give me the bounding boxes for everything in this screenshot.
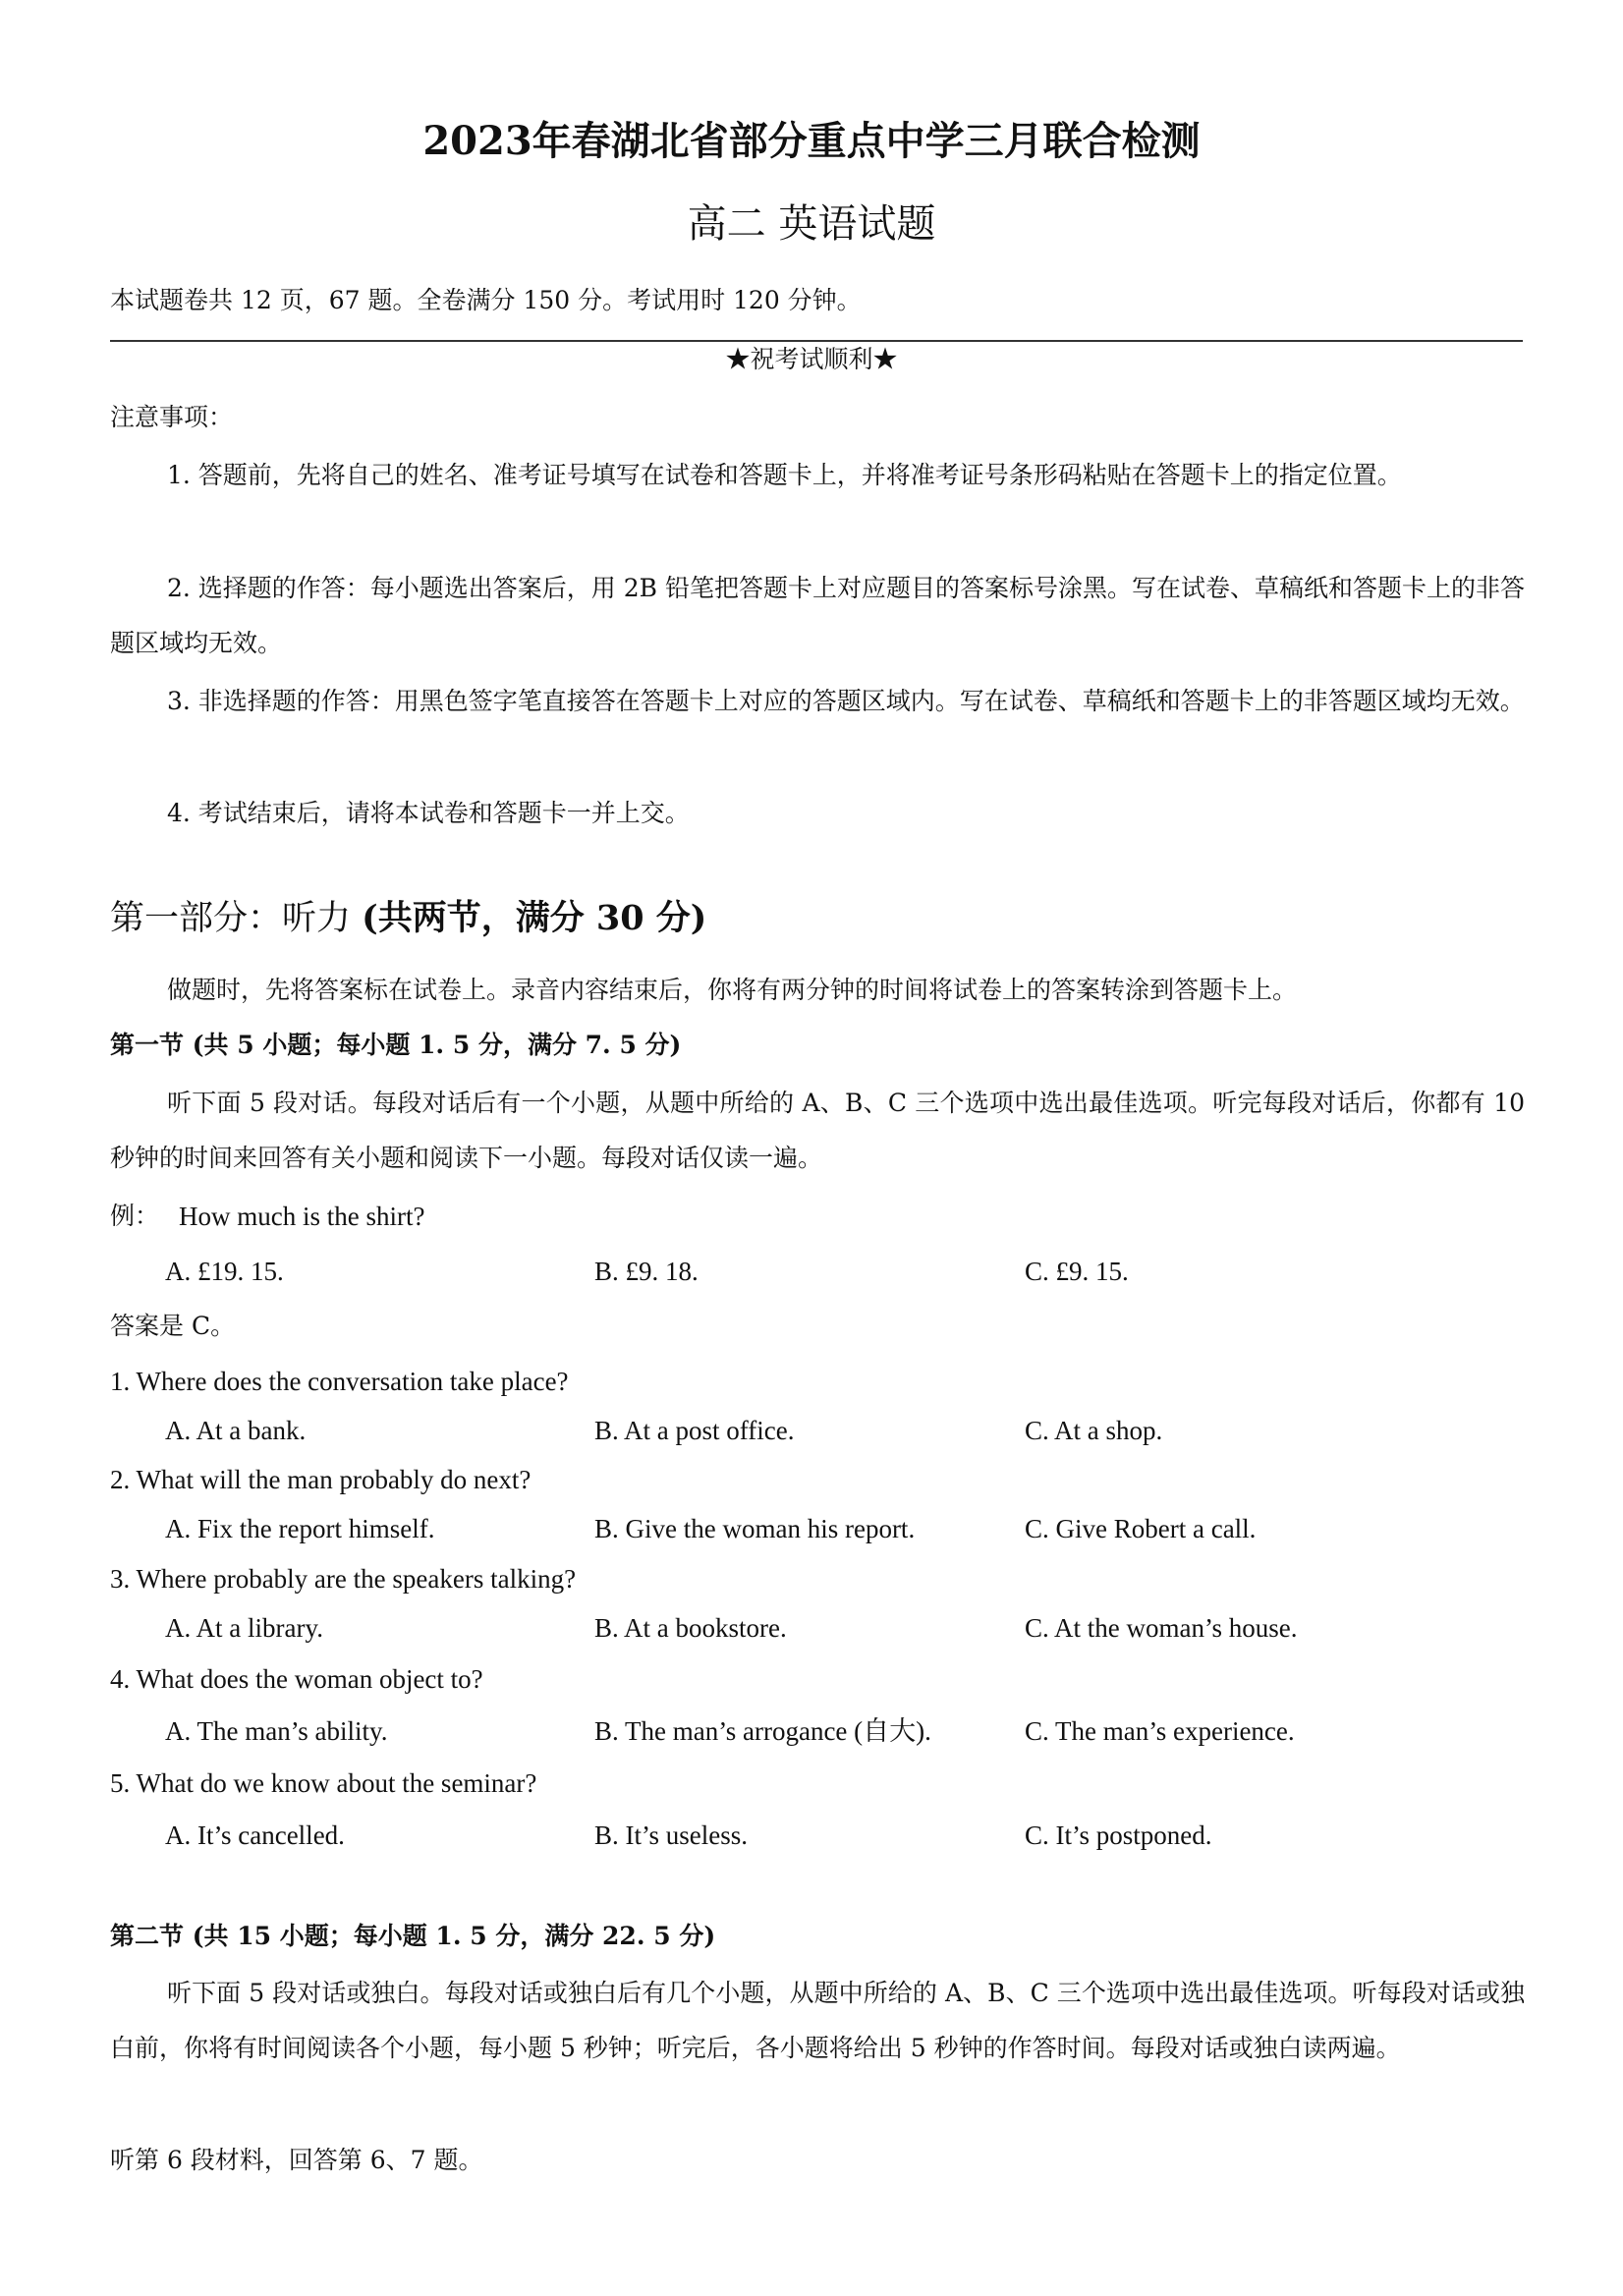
question-4-option-c: C. The man’s experience. <box>1025 1716 1295 1746</box>
question-3-option-c: C. At the woman’s house. <box>1025 1613 1298 1643</box>
question-5: 5. What do we know about the seminar? <box>110 1768 537 1798</box>
notes-heading: 注意事项： <box>110 403 234 431</box>
question-3-option-a: A. At a library. <box>165 1613 323 1643</box>
part1-instruction: 做题时，先将答案标在试卷上。录音内容结束后，你将有两分钟的时间将试卷上的答案转涂到答题卡上。 <box>167 976 1298 1004</box>
section2-heading: 第二节 (共 15 小题；每小题 1. 5 分，满分 22. 5 分) <box>110 1922 716 1950</box>
question-5-option-a: A. It’s cancelled. <box>165 1820 345 1850</box>
question-2-option-c: C. Give Robert a call. <box>1025 1514 1257 1543</box>
question-4-option-b: B. The man’s arrogance (自大). <box>594 1716 931 1746</box>
section1-instruction: 听下面 5 段对话。每段对话后有一个小题，从题中所给的 A、B、C 三个选项中选出最佳选项。听完每段对话后，你都有 10 秒钟的时间来回答有关小题和阅读下一小题。每段对话仅读一遍。 <box>110 1089 1525 1172</box>
example-answer: 答案是 C。 <box>110 1312 236 1340</box>
question-2-option-b: B. Give the woman his report. <box>594 1514 916 1543</box>
question-3-option-b: B. At a bookstore. <box>594 1613 787 1643</box>
part1-heading <box>110 894 706 943</box>
question-1-option-a: A. At a bank. <box>165 1416 307 1445</box>
section2-instruction: 听下面 5 段对话或独白。每段对话或独白后有几个小题，从题中所给的 A、B、C 三个选项中选出最佳选项。听每段对话或独白前，你将有时间阅读各个小题，每小题 5 秒钟；听完后，各小题将给出 5 秒钟的作答时间。每段对话或独白读两遍。 <box>110 1979 1525 2062</box>
example-option-a: A. £19. 15. <box>165 1257 284 1286</box>
question-5-option-b: B. It’s useless. <box>594 1820 749 1850</box>
note-item-3: 3. 非选择题的作答：用黑色签字笔直接答在答题卡上对应的答题区域内。写在试卷、草稿纸和答题卡上的非答题区域均无效。 <box>167 687 1525 715</box>
note-item-2: 2. 选择题的作答：每小题选出答案后，用 2B 铅笔把答题卡上对应题目的答案标号涂黑。写在试卷、草稿纸和答题卡上的非答题区域均无效。 <box>110 574 1525 657</box>
example-question: How much is the shirt? <box>179 1202 425 1231</box>
question-1-option-c: C. At a shop. <box>1025 1416 1163 1445</box>
section2-lead: 听第 6 段材料，回答第 6、7 题。 <box>110 2146 483 2174</box>
example-option-c: C. £9. 15. <box>1025 1257 1129 1286</box>
example-label: 例： <box>110 1202 160 1230</box>
section1-heading: 第一节 (共 5 小题；每小题 1. 5 分，满分 7. 5 分) <box>110 1031 682 1059</box>
question-1-option-b: B. At a post office. <box>594 1416 795 1445</box>
part1-heading-prefix: 第一部分：听力 <box>110 899 352 938</box>
question-4: 4. What does the woman object to? <box>110 1664 483 1694</box>
example-option-b: B. £9. 18. <box>594 1257 699 1286</box>
note-item-1: 1. 答题前，先将自己的姓名、准考证号填写在试卷和答题卡上，并将准考证号条形码粘贴在答题卡上的指定位置。 <box>167 461 1402 489</box>
question-2-option-a: A. Fix the report himself. <box>165 1514 435 1543</box>
good-luck-line: ★祝考试顺利★ <box>725 345 898 373</box>
part1-heading-suffix: (共两节，满分 30 分) <box>362 898 707 938</box>
exam-subtitle: 高二 英语试题 <box>687 201 936 247</box>
question-4-option-a: A. The man’s ability. <box>165 1716 388 1746</box>
question-5-option-c: C. It’s postponed. <box>1025 1820 1212 1850</box>
note-item-4: 4. 考试结束后，请将本试卷和答题卡一并上交。 <box>167 799 690 827</box>
question-3: 3. Where probably are the speakers talking? <box>110 1564 577 1594</box>
exam-info: 本试题卷共 12 页，67 题。全卷满分 150 分。考试用时 120 分钟。 <box>110 286 862 314</box>
exam-title: 2023年春湖北省部分重点中学三月联合检测 <box>422 118 1201 164</box>
question-2: 2. What will the man probably do next? <box>110 1465 532 1494</box>
question-1: 1. Where does the conversation take place? <box>110 1367 569 1396</box>
